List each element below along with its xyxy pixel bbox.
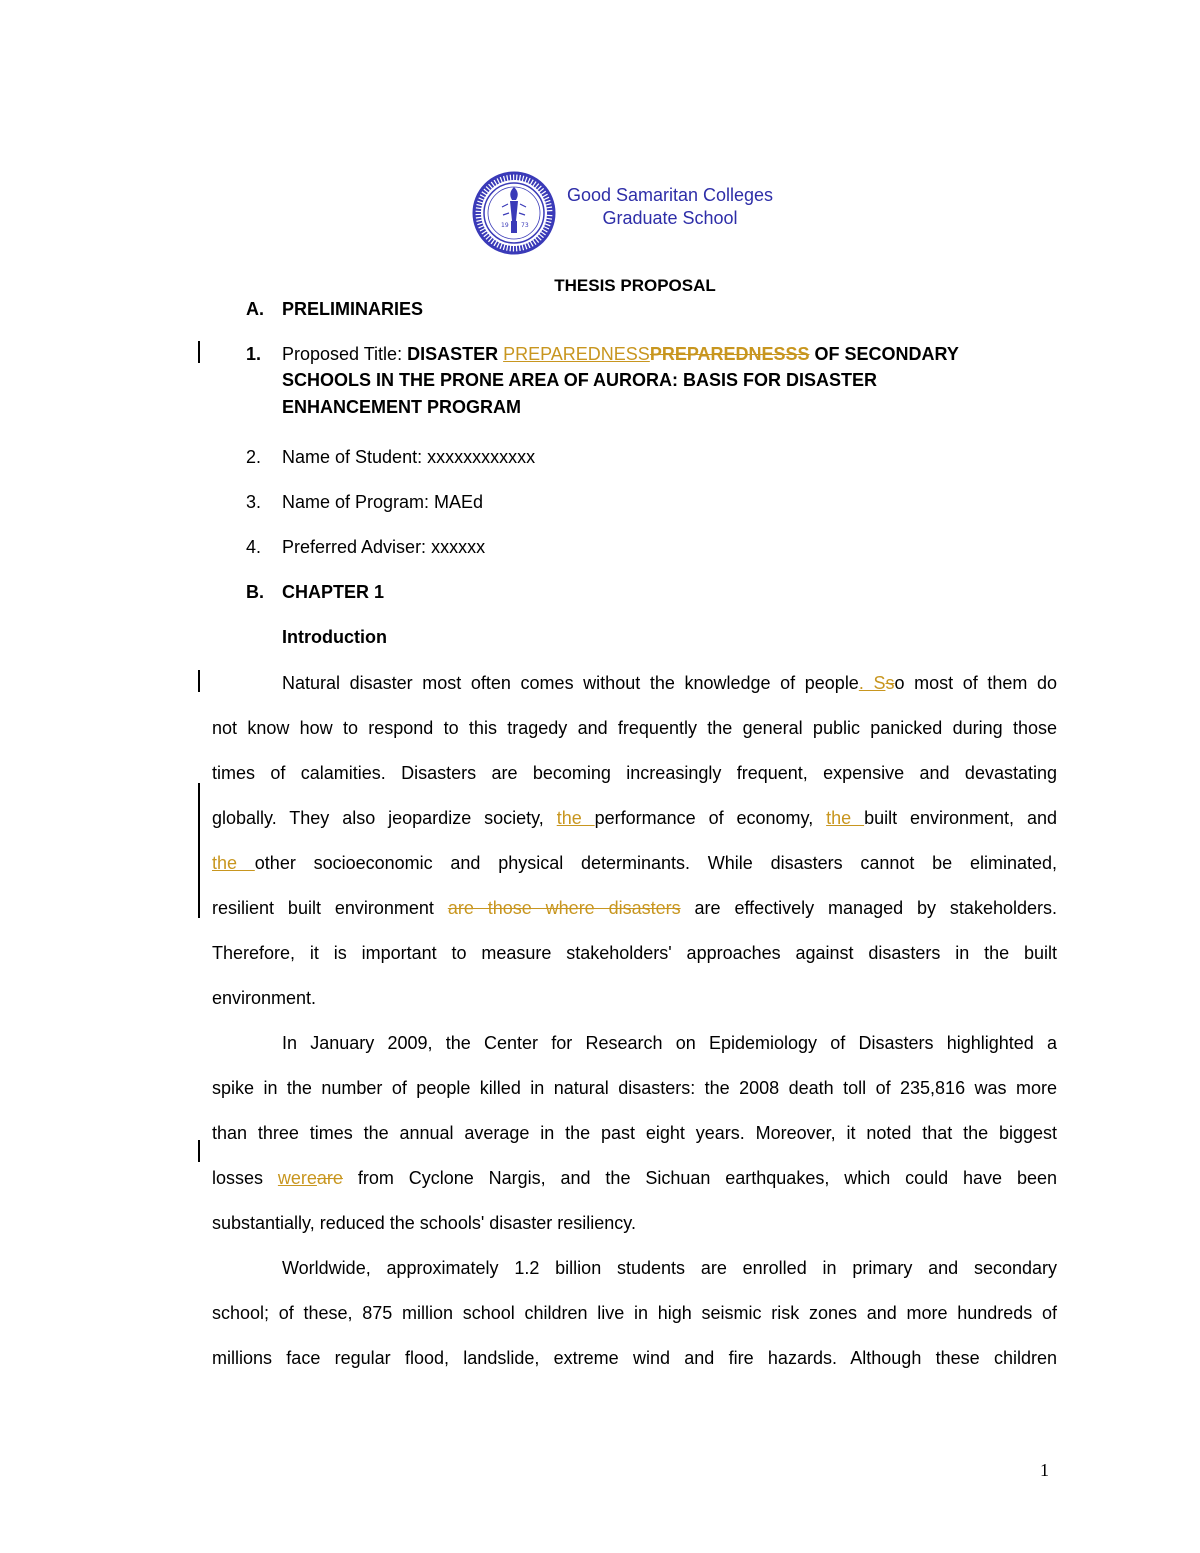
item1-title-line2: SCHOOLS IN THE PRONE AREA OF AURORA: BASIS FOR DISASTER <box>282 370 878 390</box>
revision-change-bar <box>198 341 200 363</box>
school-division: Graduate School <box>602 208 738 228</box>
p2-line: than three times the annual average in the past eight years. Moreover, it noted that the biggest <box>212 1123 1057 1143</box>
revision-change-bar <box>198 670 200 692</box>
item3-number: 3. <box>246 492 262 512</box>
item2-student-name: Name of Student: xxxxxxxxxxxx <box>282 447 536 467</box>
p2-line: In January 2009, the Center for Research on Epidemiology of Disasters highlighted a <box>282 1033 1057 1053</box>
item4-number: 4. <box>246 537 262 557</box>
p1-deleted-text: are those where disasters <box>447 898 681 918</box>
item1-deleted-text: PREPAREDNESSS <box>649 344 810 364</box>
p1-inserted-text: the <box>826 808 865 828</box>
p3-line: school; of these, 875 million school children live in high seismic risk zones and more hundreds of <box>212 1303 1057 1323</box>
p3-line: millions face regular flood, landslide, extreme wind and fire hazards. Although these children <box>212 1348 1057 1368</box>
item2-number: 2. <box>246 447 262 467</box>
item1-prefix: Proposed Title: <box>282 344 408 364</box>
introduction-heading: Introduction <box>282 627 387 647</box>
section-a-label: A. <box>246 299 264 319</box>
revision-change-bar <box>198 783 200 918</box>
p1-line: resilient built environment are those where disasters are effectively managed by stakeholders. <box>212 898 1057 918</box>
p1-inserted-text: . S <box>858 673 886 693</box>
school-name: Good Samaritan Colleges <box>566 185 774 205</box>
p1-line: times of calamities. Disasters are becoming increasingly frequent, expensive and devastating <box>212 763 1057 783</box>
p1-line: Therefore, it is important to measure stakeholders' approaches against disasters in the built <box>212 943 1057 963</box>
p1-line: the other socioeconomic and physical determinants. While disasters cannot be eliminated, <box>212 853 1058 873</box>
item4-adviser: Preferred Adviser: xxxxxx <box>282 537 486 557</box>
p2-inserted-text: were <box>277 1168 317 1188</box>
seal-year-left: 19 <box>501 222 509 229</box>
revision-change-bar <box>198 1140 200 1162</box>
p1-line: environment. <box>212 988 317 1008</box>
seal-year-right: 73 <box>521 222 529 229</box>
college-seal-logo <box>472 171 556 255</box>
section-b-heading: CHAPTER 1 <box>282 582 385 602</box>
p1-line: globally. They also jeopardize society, the performance of economy, the built environment, and <box>212 808 1058 828</box>
p2-line: substantially, reduced the schools' disaster resiliency. <box>212 1213 636 1233</box>
item1-inserted-text: PREPAREDNESS <box>503 344 650 364</box>
p1-line: Natural disaster most often comes without the knowledge of people. Sso most of them do <box>282 673 1057 693</box>
item1-title-line3: ENHANCEMENT PROGRAM <box>282 397 522 417</box>
p2-line: losses wereare from Cyclone Nargis, and the Sichuan earthquakes, which could have been <box>212 1168 1057 1188</box>
p3-line: Worldwide, approximately 1.2 billion students are enrolled in primary and secondary <box>282 1258 1057 1278</box>
item1-bold-disaster: DISASTER <box>407 344 504 364</box>
item3-program-name: Name of Program: MAEd <box>282 492 484 512</box>
document-title: THESIS PROPOSAL <box>554 276 716 295</box>
p2-line: spike in the number of people killed in natural disasters: the 2008 death toll of 235,816 was more <box>212 1078 1057 1098</box>
p1-line: not know how to respond to this tragedy and frequently the general public panicked during those <box>212 718 1057 738</box>
p1-deleted-text: s <box>885 673 895 693</box>
section-b-label: B. <box>246 582 264 602</box>
item1-number: 1. <box>246 344 262 364</box>
page-number: 1 <box>1040 1460 1049 1480</box>
p2-deleted-text: are <box>316 1168 343 1188</box>
item1-title-line1 <box>282 344 959 365</box>
school-name-block <box>556 184 784 230</box>
section-a-heading: PRELIMINARIES <box>282 299 424 319</box>
p1-inserted-text: the <box>212 853 255 873</box>
p1-inserted-text: the <box>556 808 595 828</box>
item1-bold-rest: OF SECONDARY <box>809 344 959 364</box>
